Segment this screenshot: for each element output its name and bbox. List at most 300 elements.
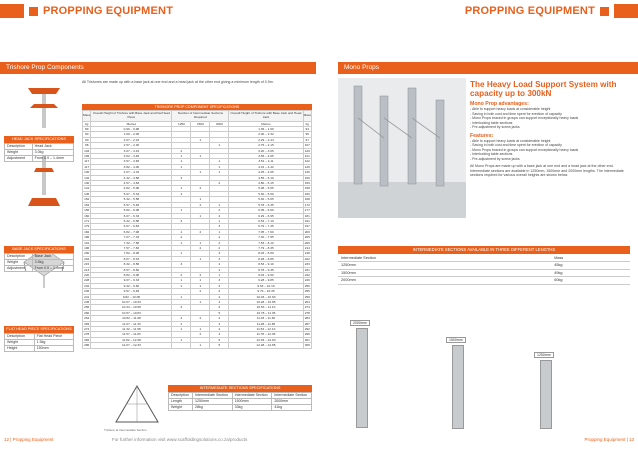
table-cell: 10.34 – 10.58 <box>91 305 172 310</box>
table-cell: 3 <box>210 251 229 256</box>
table-cell: 2000 <box>210 121 229 126</box>
table-cell: 104 <box>84 148 90 153</box>
table-cell: 1250 <box>172 121 191 126</box>
table-cell: 1 <box>172 337 191 342</box>
trishore-frame-image <box>112 382 162 430</box>
table-cell: 2.75 – 2.15 <box>229 143 303 148</box>
table-cell: 1 <box>191 300 210 305</box>
table-cell: 241 <box>84 294 90 299</box>
table-cell: 4.57 – 4.83 <box>91 181 172 186</box>
spec-row <box>5 265 74 271</box>
table-cell: 2 <box>210 316 229 321</box>
table-cell: 11.53 – 12.10 <box>229 327 303 332</box>
head-jack-image <box>28 88 60 128</box>
table-cell: 1 <box>172 294 191 299</box>
base-jack-specs <box>4 246 74 272</box>
table-cell: 3 <box>210 224 229 229</box>
table-cell: Description <box>5 143 33 149</box>
table-cell: 2 <box>191 245 210 250</box>
table-cell: 33kg <box>232 404 272 410</box>
table-cell: 8.53 – 9.10 <box>229 262 303 267</box>
table-cell: 9.82 – 10.08 <box>91 294 172 299</box>
table-cell: Description <box>169 392 193 398</box>
table-cell: 231 <box>304 267 310 272</box>
table-cell: 2 <box>191 316 210 321</box>
trishore-spec-table <box>82 104 312 349</box>
table-cell: 12.28 – 12.85 <box>229 343 303 348</box>
table-cell: 1 <box>210 272 229 277</box>
intermediate-specs <box>168 385 312 411</box>
table-cell: 2 <box>191 229 210 234</box>
table-cell: 1 <box>210 202 229 207</box>
table-cell: 3.20 – 3.65 <box>229 148 303 153</box>
right-header <box>338 0 638 22</box>
table-cell: 1 <box>191 240 210 245</box>
table-cell: 160 <box>304 191 310 196</box>
table-cell: 282 <box>84 337 90 342</box>
table-cell: 264 <box>84 316 90 321</box>
table-cell: 10.53 – 11.10 <box>229 305 303 310</box>
table-cell: 1 <box>210 218 229 223</box>
table-cell: 269 <box>84 321 90 326</box>
footer-left: 12 | Propping Equipment <box>4 437 54 442</box>
right-section-title: Mono Props <box>338 62 638 74</box>
table-cell: 222 <box>304 256 310 261</box>
table-cell: 3 <box>172 218 191 223</box>
table-cell: 1500mm <box>338 269 551 277</box>
table-cell: 10.28 – 10.85 <box>229 300 303 305</box>
table-cell: 0.90 – 0.98 <box>91 127 172 132</box>
table-cell: 9.07 – 9.33 <box>91 278 172 283</box>
table-cell: Intermediate Section <box>193 392 233 398</box>
table-cell: 122 <box>304 159 310 164</box>
intermediate-caption: INTERMEDIATE SECTIONS SPECIFICATIONS <box>168 385 312 392</box>
table-cell: 2 <box>210 262 229 267</box>
table-cell: 130 <box>84 181 90 186</box>
table-cell: 49kg <box>551 269 630 277</box>
table-cell: 8.03 – 8.60 <box>229 251 303 256</box>
list-item: - Saving in both cost and time spent for erection of capacity <box>470 143 630 148</box>
left-intro-text: All Trishores are made up with a base jack at one end and a head jack at the other end giving a minimum length of 0.9m. <box>82 80 274 84</box>
table-cell: Weight <box>5 259 33 265</box>
table-header <box>83 111 312 122</box>
table-cell: 1 <box>172 164 191 169</box>
table-cell: Height <box>5 345 35 351</box>
table-cell: 154 <box>84 202 90 207</box>
table-cell: 1 <box>191 137 210 142</box>
table-cell: 278 <box>304 310 310 315</box>
table-cell: 191 <box>304 218 310 223</box>
table-cell: 179 <box>84 224 90 229</box>
table-cell: From 0.9 – 1.4mm <box>32 265 73 271</box>
table-cell: 5.08 – 5.55 <box>229 186 303 191</box>
table-cell: 41kg <box>272 404 312 410</box>
table-cell: 11.57 – 11.83 <box>91 332 172 337</box>
table-cell: 1 <box>210 159 229 164</box>
table-cell: 28kg <box>193 404 233 410</box>
pole-1500 <box>452 345 464 429</box>
left-header <box>0 0 300 22</box>
table-cell: 1 <box>191 256 210 261</box>
table-cell: 3.51 – 4.11 <box>229 159 303 164</box>
list-item: - Able to support heavy loads at considerable height <box>470 107 630 112</box>
table-cell: Intermediate Section <box>338 254 551 262</box>
table-cell: 1 <box>172 186 191 191</box>
table-cell: 256 <box>84 305 90 310</box>
table-cell: 2 <box>172 235 191 240</box>
mono-body-text: All Mono Props are made up with a base jack at one end and a head jack at the other end. Intermediate sections are available in 1250mm, 1500mm and 2000mm lengths. The intermediate sections required for various overall heights are shown below. <box>470 164 624 178</box>
table-cell: 186 <box>84 235 90 240</box>
table-cell: 181 <box>304 213 310 218</box>
table-cell: 9.57 – 9.83 <box>91 289 172 294</box>
table-cell: 3 <box>172 305 191 310</box>
frame-label: Trishore at Intermediate Section <box>104 428 147 432</box>
head-jack-caption: HEAD JACK SPECIFICATIONS <box>4 136 74 143</box>
table-cell: 264 <box>304 300 310 304</box>
list-item: - Pre-adjustment by screw jacks <box>470 125 630 130</box>
table-cell: 5.30 – 5.60 <box>229 191 303 196</box>
left-section-title: Trishore Prop Components <box>0 62 316 74</box>
table-cell: Length <box>169 398 193 404</box>
table-cell: 109 <box>84 154 90 159</box>
table-cell: 6.53 – 7.10 <box>229 218 303 223</box>
table-cell: Intermediate Section <box>232 392 272 398</box>
table-cell: 11.07 – 11.33 <box>91 321 172 326</box>
table-cell: 4.07 – 4.33 <box>91 170 172 175</box>
table-cell: 12.03 – 12.60 <box>229 337 303 342</box>
table-cell: Metres <box>91 121 172 126</box>
table-cell: 168 <box>304 197 310 202</box>
table-cell: kg <box>83 121 91 126</box>
table-cell: 6.79 – 7.45 <box>229 224 303 229</box>
table-cell: 1 <box>191 197 210 202</box>
table-cell: 236 <box>84 289 90 294</box>
advantages-title: Mono Prop advantages: <box>470 101 529 107</box>
table-cell: 5 <box>210 343 229 348</box>
table-cell: 245 <box>84 300 90 304</box>
table-cell: 6.32 – 6.58 <box>91 218 172 223</box>
table-cell: 8.57 – 8.82 <box>91 267 172 272</box>
table-cell: 259 <box>304 294 310 299</box>
table-cell: 3 <box>172 175 191 180</box>
pole-label-1500: 1500mm <box>446 337 466 343</box>
header-bar <box>0 4 24 18</box>
table-cell: 97 <box>303 137 311 142</box>
table-cell: 213 <box>84 267 90 272</box>
table-cell: 242 <box>304 272 310 277</box>
table-cell: Flat Head Piece <box>34 333 73 339</box>
table-cell: 4.82 – 5.08 <box>91 186 172 191</box>
table-cell: 11.28 – 11.85 <box>229 321 303 326</box>
table-cell: 117 <box>84 159 90 164</box>
table-cell: 4 <box>210 327 229 332</box>
table-cell: 8.82 – 9.08 <box>91 272 172 277</box>
table-cell: 255 <box>304 289 310 294</box>
table-cell: 1 <box>191 283 210 288</box>
table-cell: 145 <box>84 191 90 196</box>
flat-head-specs <box>4 326 74 352</box>
table-cell: Intermediate Section <box>272 392 312 398</box>
table-cell: 2 <box>172 321 191 326</box>
table-cell: 2 <box>210 181 229 186</box>
table-cell: 1250mm <box>193 398 233 404</box>
mono-props-photo <box>338 78 466 218</box>
pole-label-2000: 2000mm <box>350 320 370 326</box>
trishore-table-caption: TRISHORE PROP COMPONENT SPECIFICATIONS <box>82 104 312 110</box>
table-row <box>338 262 630 270</box>
table-cell: 172 <box>304 202 310 207</box>
table-cell: 8.28 – 8.85 <box>229 256 303 261</box>
table-cell: 45kg <box>551 262 630 270</box>
header-cell: Number of Intermediate Sections Required <box>172 111 229 122</box>
table-cell: 283 <box>304 316 310 321</box>
table-cell: 250 <box>304 283 310 288</box>
table-cell: Mass <box>551 254 630 262</box>
table-cell: 150mm <box>34 345 73 351</box>
table-cell: 301 <box>304 337 310 342</box>
table-cell: 158 <box>304 186 310 191</box>
table-cell: 220 <box>84 272 90 277</box>
table-cell: Description <box>5 333 35 339</box>
jack-illustrations <box>14 80 74 330</box>
table-cell: 296 <box>304 332 310 337</box>
table-cell: 274 <box>304 305 310 310</box>
table-cell: 286 <box>84 343 90 348</box>
mono-props-text <box>470 80 630 178</box>
table-cell: 1 <box>172 251 191 256</box>
features-title: Features: <box>470 132 494 139</box>
table-cell: 1 <box>191 327 210 332</box>
table-cell: 12.07 – 12.33 <box>91 343 172 348</box>
table-cell: 2 <box>191 272 210 277</box>
table-cell: 4 <box>210 300 229 305</box>
table-cell: 11.32 – 11.58 <box>91 327 172 332</box>
table-cell: 1 <box>191 213 210 218</box>
table-cell: 8.32 – 8.58 <box>91 262 172 267</box>
footer-right: Propping Equipment | 13 <box>584 437 634 442</box>
table-cell: 197 <box>304 224 310 229</box>
table-cell: 4 <box>172 191 191 196</box>
table-cell: 5.82 – 6.08 <box>91 208 172 213</box>
table-cell: 171 <box>84 218 90 223</box>
table-cell: 156 <box>84 208 90 213</box>
head-jack-specs <box>4 136 74 162</box>
table-cell: 3.57 – 3.83 <box>91 159 172 164</box>
table-cell: 11.78 – 12.35 <box>229 332 303 337</box>
table-cell: 7.53 – 8.10 <box>229 240 303 245</box>
table-cell: 3.5kg <box>32 259 73 265</box>
table-cell: 209 <box>304 240 310 245</box>
table-cell: 1 <box>172 154 191 159</box>
header-square-icon <box>600 7 609 16</box>
table-cell: Head Jack <box>32 143 73 149</box>
table-cell: From 0.9 – 1.4mm <box>32 155 73 161</box>
table-cell: 2000mm <box>272 398 312 404</box>
table-cell: 2 <box>210 240 229 245</box>
table-cell: 94 <box>303 127 311 132</box>
table-cell: 6.05 – 6.60 <box>229 208 303 213</box>
header-cell: Overall Height of Trishore with Base Jack and Head Jack <box>229 111 303 122</box>
table-cell: 10.03 – 10.60 <box>229 294 303 299</box>
table-cell: 3 <box>210 256 229 261</box>
table-cell: 7.32 – 7.58 <box>91 240 172 245</box>
table-cell: 126 <box>304 164 310 169</box>
table-cell: 4.55 – 5.10 <box>229 175 303 180</box>
table-cell: 9.32 – 9.60 <box>91 283 172 288</box>
table-cell: 2 <box>191 186 210 191</box>
table-cell: 107 <box>304 143 310 148</box>
table-cell: 1.00 – 2.06 <box>91 132 172 137</box>
table-cell: 11.03 – 11.60 <box>229 316 303 321</box>
table-cell: 2.57 – 2.30 <box>91 143 172 148</box>
table-cell: kg <box>303 121 311 126</box>
table-cell: 150 <box>304 175 310 180</box>
table-cell: Adjustment <box>5 265 33 271</box>
table-cell: 60kg <box>551 277 630 285</box>
header-cell: Mass <box>83 111 91 122</box>
table-cell: 5.57 – 5.83 <box>91 202 172 207</box>
table-cell: 1 <box>191 170 210 175</box>
table-cell: 3 <box>210 278 229 283</box>
table-cell: 1 <box>172 240 191 245</box>
table-cell: 204 <box>84 256 90 261</box>
table-cell: 6.07 – 6.33 <box>91 213 172 218</box>
table-cell: 3 <box>210 305 229 310</box>
table-cell: 232 <box>84 283 90 288</box>
table-cell: 5 <box>210 310 229 315</box>
table-cell: Metres <box>229 121 303 126</box>
table-cell: 11.82 – 12.08 <box>91 337 172 342</box>
table-cell: Weight <box>5 149 33 155</box>
table-cell: 2 <box>172 272 191 277</box>
table-cell: 278 <box>84 332 90 337</box>
list-item: - Pre-adjustment by screw jacks <box>470 157 630 162</box>
table-cell: 130 <box>84 170 90 175</box>
header-square-icon <box>29 7 38 16</box>
table-cell: Weight <box>5 339 35 345</box>
table-cell: 1 <box>172 327 191 332</box>
table-cell: 132 <box>84 175 90 180</box>
table-cell: Weight <box>169 404 193 410</box>
table-cell: 3.62 – 3.83 <box>91 154 172 159</box>
table-cell: 9.28 – 9.85 <box>229 278 303 283</box>
table-cell: 196 <box>84 245 90 250</box>
table-cell: 120 <box>304 148 310 153</box>
table-cell: 7.79 – 8.35 <box>229 245 303 250</box>
table-cell: 214 <box>304 245 310 250</box>
footer-center: For further information visit www.scaffoldingsolutions.co.za/products <box>112 437 248 442</box>
table-cell: 2.07 – 2.23 <box>91 137 172 142</box>
table-cell: 4.25 – 4.65 <box>229 170 303 175</box>
table-cell: 10.07 – 10.33 <box>91 300 172 305</box>
table-cell: 177 <box>304 208 310 213</box>
table-cell: 7.07 – 7.33 <box>91 235 172 240</box>
table-cell: 5 <box>210 337 229 342</box>
table-cell: 5.78 – 6.35 <box>229 202 303 207</box>
table-row <box>338 277 630 285</box>
table-cell: 90 <box>83 137 91 142</box>
table-cell: 205 <box>304 235 310 240</box>
table-row <box>83 343 312 348</box>
lengths-caption: INTERMEDIATE SECTIONS AVAILABLE IN THREE DIFFERENT LENGTHS <box>338 246 630 254</box>
table-header <box>338 254 630 262</box>
table-cell: 191 <box>84 240 90 245</box>
table-cell: 4.32 – 4.58 <box>91 175 172 180</box>
list-item: - Saving in both cost and time spent for erection of capacity <box>470 112 630 117</box>
table-cell: 5.32 – 5.58 <box>91 197 172 202</box>
list-item: - Interlocking table sections <box>470 121 630 126</box>
table-row <box>338 269 630 277</box>
table-cell: 95 <box>303 132 311 137</box>
table-cell: 3.82 – 4.06 <box>91 164 172 169</box>
table-cell: 3 <box>210 289 229 294</box>
table-cell: 2.00 – 2.32 <box>229 132 303 137</box>
left-header-title: PROPPING EQUIPMENT <box>43 5 174 17</box>
table-cell: 121 <box>304 154 310 159</box>
table-cell <box>172 343 191 348</box>
table-cell: 2000mm <box>338 277 551 285</box>
table-cell: 182 <box>84 229 90 234</box>
table-cell: 4.01 – 4.42 <box>229 164 303 169</box>
table-cell: 4 <box>210 267 229 272</box>
table-cell: 98 <box>83 143 91 148</box>
features-list <box>470 139 630 162</box>
table-cell: 90 <box>83 132 91 137</box>
list-item: - Mono Props braced in groups can support exceptionally heavy loads <box>470 116 630 121</box>
table-cell: 7.57 – 7.83 <box>91 245 172 250</box>
table-cell: Base Jack <box>32 253 73 259</box>
table-cell: 2 <box>172 316 191 321</box>
table-cell: 4 <box>210 294 229 299</box>
table-cell: 10.82 – 11.08 <box>91 316 172 321</box>
table-cell: 2 <box>191 289 210 294</box>
table-cell: 305 <box>304 343 310 348</box>
table-cell: 218 <box>304 251 310 256</box>
table-cell: 9.79 – 10.35 <box>229 289 303 294</box>
flat-head-caption: FLAT HEAD PIECE SPECIFICATIONS <box>4 326 74 333</box>
table-cell: 7.30 – 7.95 <box>229 235 303 240</box>
table-cell: 152 <box>84 197 90 202</box>
base-jack-caption: BASE JACK SPECIFICATIONS <box>4 246 74 253</box>
table-cell: 3 <box>172 262 191 267</box>
table-cell: 3 <box>210 283 229 288</box>
table-cell: 215 <box>84 262 90 267</box>
table-cell: 1 <box>210 143 229 148</box>
list-item: - Mono Props braced in groups can support exceptionally heavy loads <box>470 148 630 153</box>
table-cell: 1 <box>210 229 229 234</box>
table-cell: 8.07 – 8.33 <box>91 256 172 261</box>
intermediate-lengths-table <box>338 246 630 285</box>
pole-1250 <box>540 360 552 429</box>
table-cell: 1 <box>191 278 210 283</box>
table-cell: 130 <box>304 170 310 175</box>
mono-heading: The Heavy Load Support System with capacity up to 300kN <box>470 80 617 98</box>
table-cell: 2 <box>191 332 210 337</box>
list-item: - Able to support heavy loads at considerable height <box>470 139 630 144</box>
table-cell: 160 <box>84 213 90 218</box>
spec-row <box>5 345 74 351</box>
table-cell: 2.29 – 2.44 <box>229 137 303 142</box>
table-cell: 246 <box>304 278 310 283</box>
table-cell: 1 <box>172 278 191 283</box>
table-cell: 1 <box>191 343 210 348</box>
table-cell: 6.29 – 6.95 <box>229 213 303 218</box>
base-jack-image <box>28 155 60 206</box>
table-cell: 228 <box>84 278 90 283</box>
pole-2000 <box>356 328 368 428</box>
table-cell: 1250mm <box>338 262 551 270</box>
table-cell: 10.78 – 11.35 <box>229 310 303 315</box>
